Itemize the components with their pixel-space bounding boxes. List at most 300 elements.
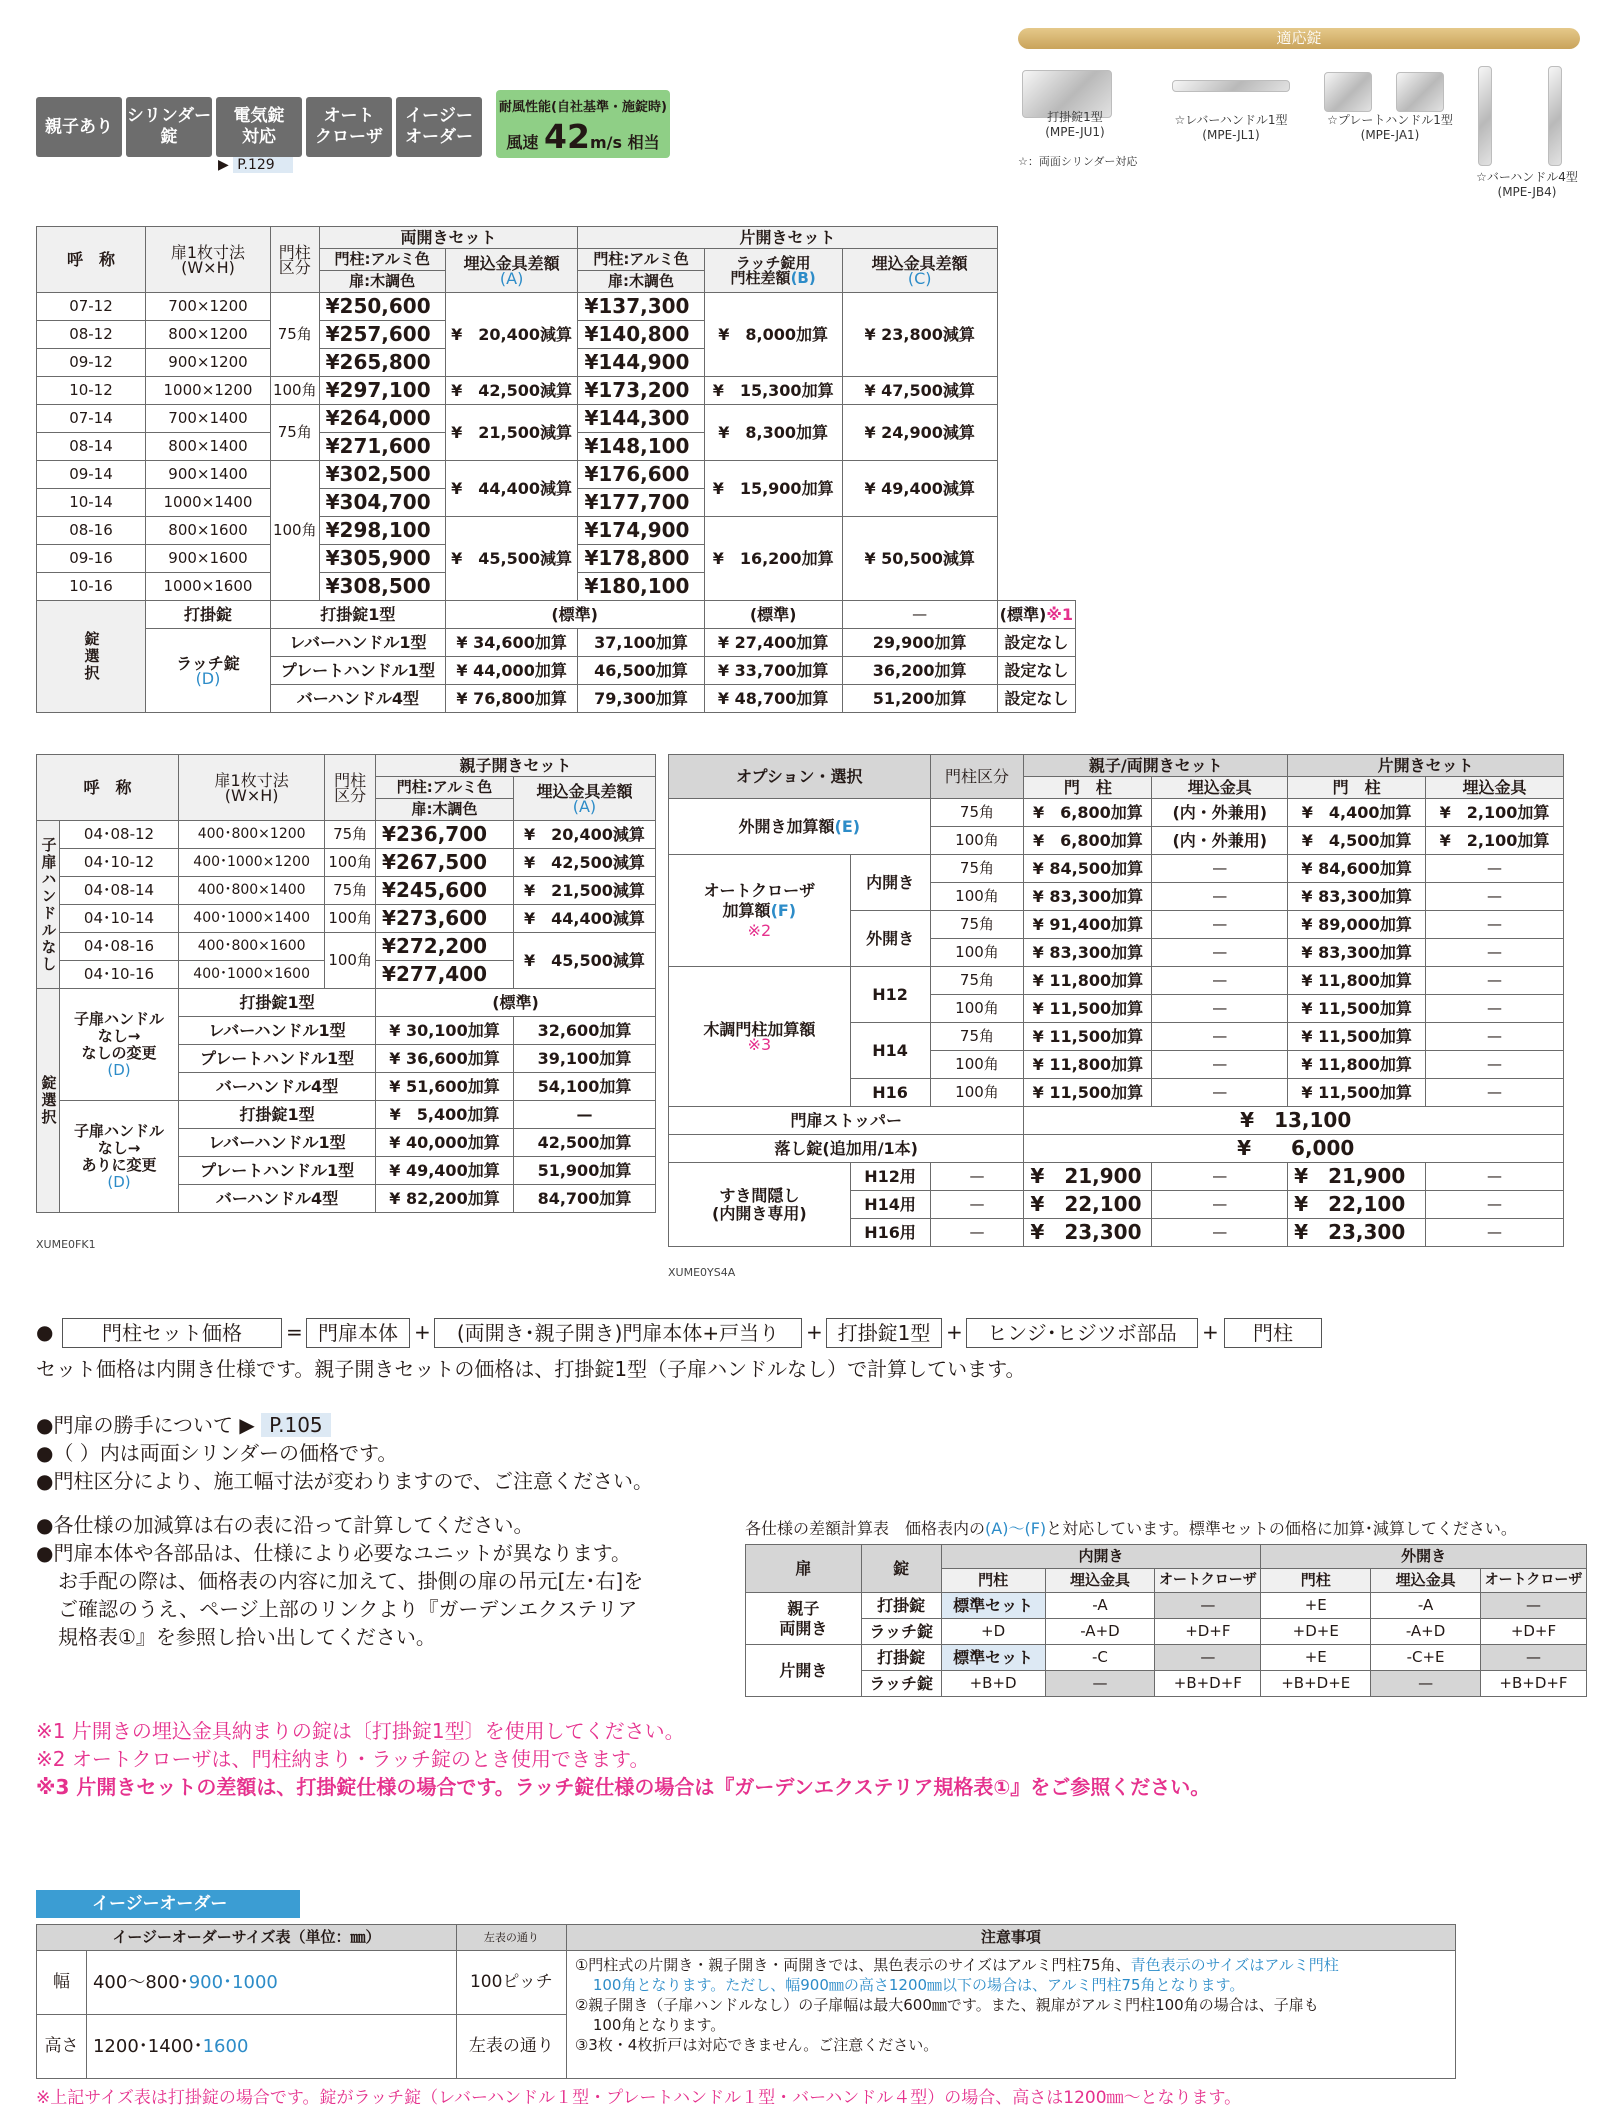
text: ラッチ錠用 門柱差額 bbox=[730, 253, 811, 287]
text: 100角となります。ただし、幅900㎜の高さ1200㎜以下の場合は、アルミ門柱75角となります。 bbox=[592, 1976, 1245, 1994]
table-cell: 75角 bbox=[325, 877, 376, 905]
table-cell: 1000×1200 bbox=[145, 377, 270, 405]
table-cell: — bbox=[1371, 1671, 1481, 1697]
table-cell: 36,200加算 bbox=[842, 657, 997, 685]
table-cell: すき間隠し (内開き専用) bbox=[669, 1163, 851, 1247]
table-cell: 埋込金具 bbox=[1045, 1569, 1155, 1593]
table-cell: ¥ 40,000加算 bbox=[376, 1129, 514, 1157]
tag-cylinder: シリンダー 錠 bbox=[126, 97, 212, 157]
table-cell: ¥271,600 bbox=[319, 433, 445, 461]
header-oyako-set: 親子開きセット bbox=[376, 755, 656, 777]
table-cell: 打掛錠1型 bbox=[270, 601, 445, 629]
table-cell: — bbox=[1152, 1079, 1288, 1107]
table-cell: +D+F bbox=[1155, 1619, 1261, 1645]
option-table-code: XUME0YS4A bbox=[668, 1266, 736, 1279]
table-cell: ¥173,200 bbox=[578, 377, 704, 405]
table-cell: ラッチ錠 bbox=[861, 1671, 941, 1697]
table-cell: 75角 bbox=[930, 799, 1024, 827]
table-cell: ¥ 4,500加算 bbox=[1288, 827, 1426, 855]
text: 子扉ハンドル なし→ なしの変更 bbox=[73, 1009, 164, 1062]
text: 木調門柱加算額 bbox=[703, 1019, 816, 1039]
table-cell: イージーオーダーサイズ表（単位：㎜） bbox=[37, 1925, 457, 1951]
table-cell: ¥267,500 bbox=[376, 849, 514, 877]
text: 外開き加算額 bbox=[738, 817, 835, 836]
table-cell: — bbox=[1426, 1051, 1564, 1079]
table-cell: — bbox=[1426, 939, 1564, 967]
table-cell: ¥277,400 bbox=[376, 961, 514, 989]
table-cell: ¥ 49,400減算 bbox=[842, 461, 997, 517]
table-cell: ¥ 36,600加算 bbox=[376, 1045, 514, 1073]
text: 1200･1400･ bbox=[92, 2036, 203, 2057]
text: と対応しています。標準セットの価格に加算･減算してください。 bbox=[1046, 1519, 1517, 1538]
table-cell: — bbox=[1152, 995, 1288, 1023]
text: オートクローザ 加算額 bbox=[703, 880, 816, 920]
text: 各仕様の差額計算表 価格表内の bbox=[745, 1519, 986, 1538]
table-row bbox=[37, 821, 656, 849]
table-cell: 埋込金具 bbox=[1152, 777, 1288, 799]
table-row bbox=[37, 877, 656, 905]
table-cell bbox=[59, 1101, 178, 1213]
table-cell: 門柱 bbox=[941, 1569, 1045, 1593]
table-cell: H16用 bbox=[850, 1219, 930, 1247]
table-cell: ラッチ錠 bbox=[861, 1619, 941, 1645]
table-cell: 打掛錠1型 bbox=[179, 989, 376, 1017]
tag-easyorder: イージー オーダー bbox=[396, 97, 482, 157]
table-cell: 75角 bbox=[270, 293, 319, 377]
table-cell: 親子/両開きセット bbox=[1024, 755, 1288, 777]
table-cell: ¥308,500 bbox=[319, 573, 445, 601]
table-cell: ¥ 84,500加算 bbox=[1024, 855, 1152, 883]
table-cell: -C bbox=[1045, 1645, 1155, 1671]
table-cell: ¥ 2,100加算 bbox=[1426, 799, 1564, 827]
table-row bbox=[37, 377, 1076, 405]
text: 埋込金具差額 bbox=[871, 253, 968, 273]
note-unit-2: お手配の際は、価格表の内容に加えて、掛側の扉の吊元[左･右]を bbox=[58, 1569, 644, 1593]
text: 風速 bbox=[506, 133, 539, 152]
table-cell: 900×1600 bbox=[145, 545, 270, 573]
note-unit: ●門扉本体や各部品は、仕様により必要なユニットが異なります。 bbox=[36, 1541, 632, 1565]
table-cell: ¥ 6,800加算 bbox=[1024, 799, 1152, 827]
lock-row-uchikake bbox=[37, 601, 1076, 629]
text: (D) bbox=[107, 1060, 131, 1079]
table-cell: -A+D bbox=[1045, 1619, 1155, 1645]
table-cell: ¥177,700 bbox=[578, 489, 704, 517]
table-cell: 左表の通り bbox=[456, 1925, 566, 1951]
table-cell bbox=[59, 989, 178, 1101]
formula-lock: 打掛錠1型 bbox=[826, 1318, 942, 1348]
text: m/s bbox=[589, 133, 622, 152]
table-cell: ¥264,000 bbox=[319, 405, 445, 433]
table-cell: 04･10-16 bbox=[59, 961, 178, 989]
text: 100角となります。 bbox=[592, 2016, 726, 2034]
table-cell: 扉:木調色 bbox=[376, 799, 514, 821]
table-cell: 外開き bbox=[1261, 1545, 1587, 1569]
table-cell: ¥ 11,500加算 bbox=[1024, 1023, 1152, 1051]
table-cell: 100角 bbox=[930, 1051, 1024, 1079]
table-cell: 32,600加算 bbox=[513, 1017, 655, 1045]
table-cell: 落し錠(追加用/1本) bbox=[669, 1135, 1024, 1163]
text: 900･1000 bbox=[188, 1972, 278, 1993]
table-cell: 37,100加算 bbox=[578, 629, 704, 657]
header-pillar: 門柱 区分 bbox=[270, 227, 319, 293]
lock-caption: ☆バーハンドル4型 (MPE-JB4) bbox=[1476, 170, 1578, 199]
footnote-1: ※1 片開きの埋込金具納まりの錠は〔打掛錠1型〕を使用してください。 bbox=[36, 1719, 685, 1743]
table-cell: 400･800×1600 bbox=[179, 933, 325, 961]
table-cell bbox=[513, 777, 655, 821]
table-cell: ¥ 24,900減算 bbox=[842, 405, 997, 461]
table-cell bbox=[86, 1951, 456, 2015]
table-cell: +E bbox=[1261, 1645, 1371, 1671]
table-cell: 400･800×1200 bbox=[179, 821, 325, 849]
text: 埋込金具差額 bbox=[536, 781, 633, 801]
table-cell: 100角 bbox=[325, 905, 376, 933]
table-cell: 100角 bbox=[930, 995, 1024, 1023]
table-cell: 設定なし bbox=[997, 685, 1075, 713]
table-cell: 門柱区分 bbox=[930, 755, 1024, 799]
lock-caption: ☆レバーハンドル1型 (MPE-JL1) bbox=[1174, 113, 1288, 142]
table-cell: H12 bbox=[850, 967, 930, 1023]
table-cell bbox=[669, 967, 851, 1107]
header-door-wood-2: 扉:木調色 bbox=[578, 271, 704, 293]
table-cell: — bbox=[1155, 1593, 1261, 1619]
table-cell: +B+D+F bbox=[1155, 1671, 1261, 1697]
table-cell: 46,500加算 bbox=[578, 657, 704, 685]
table-cell: オートクローザ bbox=[1480, 1569, 1586, 1593]
text: P.105 bbox=[261, 1413, 330, 1437]
table-cell: レバーハンドル1型 bbox=[179, 1129, 376, 1157]
table-cell: — bbox=[1152, 1219, 1288, 1247]
table-cell: ¥ 11,500加算 bbox=[1024, 1079, 1152, 1107]
table-cell: 100角 bbox=[325, 849, 376, 877]
table-cell: 1000×1600 bbox=[145, 573, 270, 601]
table-cell: +E bbox=[1261, 1593, 1371, 1619]
table-cell: — bbox=[1152, 1191, 1288, 1219]
table-cell: +B+D+F bbox=[1480, 1671, 1586, 1697]
table-row bbox=[37, 517, 1076, 545]
table-cell: 29,900加算 bbox=[842, 629, 997, 657]
table-cell: ¥ 22,100 bbox=[1288, 1191, 1426, 1219]
table-cell: +D+E bbox=[1261, 1619, 1371, 1645]
text: ●門扉の勝手について bbox=[36, 1413, 234, 1437]
table-cell: ¥ 44,400減算 bbox=[445, 461, 578, 517]
table-cell: 1000×1400 bbox=[145, 489, 270, 517]
wind-rating-badge bbox=[496, 90, 670, 158]
table-cell: 片開きセット bbox=[1288, 755, 1564, 777]
text: P.129 bbox=[233, 157, 292, 173]
text: ①門柱式の片開き・親子開き・両開きでは、黒色表示のサイズはアルミ門柱75角、 bbox=[574, 1956, 1131, 1974]
table-cell: 08-14 bbox=[37, 433, 146, 461]
table-cell: — bbox=[1426, 883, 1564, 911]
table-cell: ¥ 2,100加算 bbox=[1426, 827, 1564, 855]
table-cell: 100ピッチ bbox=[456, 1951, 566, 2015]
table-cell: 700×1400 bbox=[145, 405, 270, 433]
table-cell: ¥180,100 bbox=[578, 573, 704, 601]
text: ※1 bbox=[1046, 605, 1073, 624]
table-cell: 54,100加算 bbox=[513, 1073, 655, 1101]
table-cell: 錠選択 bbox=[37, 989, 60, 1213]
text: 子扉ハンドル なし→ ありに変更 bbox=[73, 1121, 164, 1174]
table-cell: 51,900加算 bbox=[513, 1157, 655, 1185]
plate-handle-icon bbox=[1324, 72, 1372, 112]
table-cell: ¥176,600 bbox=[578, 461, 704, 489]
table-cell: 標準セット bbox=[941, 1593, 1045, 1619]
table-cell: 100角 bbox=[930, 939, 1024, 967]
table-cell: ¥305,900 bbox=[319, 545, 445, 573]
table-cell: ¥144,300 bbox=[578, 405, 704, 433]
table-cell: 800×1600 bbox=[145, 517, 270, 545]
table-cell: — bbox=[1426, 1023, 1564, 1051]
text: ※2 bbox=[747, 920, 772, 940]
table-cell: ¥ 83,300加算 bbox=[1288, 939, 1426, 967]
easy-order-title: イージーオーダー bbox=[36, 1890, 300, 1918]
table-cell: ¥297,100 bbox=[319, 377, 445, 405]
table-cell: ¥ 83,300加算 bbox=[1024, 939, 1152, 967]
table-cell: 09-12 bbox=[37, 349, 146, 377]
table-cell: 幅 bbox=[37, 1951, 87, 2015]
formula-door-stop: (両開き･親子開き)門扉本体+戸当り bbox=[434, 1318, 802, 1348]
table-cell: +D+F bbox=[1480, 1619, 1586, 1645]
table-cell: 07-14 bbox=[37, 405, 146, 433]
table-cell: 84,700加算 bbox=[513, 1185, 655, 1213]
table-cell: ¥ 11,500加算 bbox=[1288, 995, 1426, 1023]
table-cell: ¥ 83,300加算 bbox=[1024, 883, 1152, 911]
table-cell: -A+D bbox=[1371, 1619, 1481, 1645]
table-cell: — bbox=[1152, 967, 1288, 995]
table-cell: ¥ 11,500加算 bbox=[1024, 995, 1152, 1023]
table-cell: 100角 bbox=[270, 377, 319, 405]
formula-bullet: ● bbox=[36, 1320, 54, 1344]
header-name: 呼 称 bbox=[37, 227, 146, 293]
table-cell: 900×1400 bbox=[145, 461, 270, 489]
table-cell: ¥ 34,600加算 bbox=[445, 629, 578, 657]
table-cell: 900×1200 bbox=[145, 349, 270, 377]
table-cell: ¥144,900 bbox=[578, 349, 704, 377]
table-cell: プレートハンドル1型 bbox=[270, 657, 445, 685]
lock-caption: 打掛錠1型 (MPE-JU1) bbox=[1045, 110, 1105, 139]
table-cell: — bbox=[1426, 855, 1564, 883]
table-cell bbox=[669, 799, 931, 855]
bar-handle-icon bbox=[1478, 66, 1492, 166]
table-cell: ¥ 5,400加算 bbox=[376, 1101, 514, 1129]
text: ラッチ錠 bbox=[176, 653, 240, 673]
table-cell: ¥ 21,500減算 bbox=[445, 405, 578, 461]
lock-row-latch bbox=[37, 629, 1076, 657]
table-cell: バーハンドル4型 bbox=[179, 1073, 376, 1101]
table-cell: 打掛錠1型 bbox=[179, 1101, 376, 1129]
text: (D) bbox=[195, 668, 221, 688]
formula-pillar: 門柱 bbox=[1224, 1318, 1322, 1348]
formula-note: セット価格は内開き仕様です。親子開きセットの価格は、打掛錠1型（子扉ハンドルなし）で計算しています。 bbox=[36, 1357, 1026, 1381]
formula-door: 門扉本体 bbox=[306, 1318, 410, 1348]
table-cell: 親子 両開き bbox=[746, 1593, 862, 1645]
footnote-3: ※3 片開きセットの差額は、打掛錠仕様の場合です。ラッチ錠仕様の場合は『ガーデンエクステリア規格表①』をご参照ください。 bbox=[36, 1775, 1211, 1799]
header-embed-c bbox=[842, 249, 997, 293]
table-cell: 04･08-16 bbox=[59, 933, 178, 961]
table-cell: 04･10-14 bbox=[59, 905, 178, 933]
table-cell: 片開き bbox=[746, 1645, 862, 1697]
table-cell: 07-12 bbox=[37, 293, 146, 321]
table-cell: バーハンドル4型 bbox=[179, 1185, 376, 1213]
table-cell: ¥ 20,400減算 bbox=[513, 821, 655, 849]
table-cell: オプション・選択 bbox=[669, 755, 931, 799]
table-cell: — bbox=[1152, 939, 1288, 967]
table-cell bbox=[566, 1951, 1455, 2079]
table-cell: +B+D bbox=[941, 1671, 1045, 1697]
table-cell: 800×1400 bbox=[145, 433, 270, 461]
table-cell: — bbox=[1480, 1593, 1586, 1619]
table-cell: — bbox=[1155, 1645, 1261, 1671]
text: (F) bbox=[770, 900, 797, 920]
table-cell: ¥ 13,100 bbox=[1024, 1107, 1564, 1135]
table-cell: ¥ 51,600加算 bbox=[376, 1073, 514, 1101]
table-cell: — bbox=[930, 1191, 1024, 1219]
table-cell: 400･1000×1600 bbox=[179, 961, 325, 989]
table-cell: ¥ 44,000加算 bbox=[445, 657, 578, 685]
table-cell: ¥ 27,400加算 bbox=[704, 629, 842, 657]
table-cell: 門柱 bbox=[1261, 1569, 1371, 1593]
table-cell: ¥ 23,300 bbox=[1288, 1219, 1426, 1247]
tag-electric: 電気錠 対応 bbox=[216, 97, 302, 157]
table-cell: (標準) bbox=[704, 601, 842, 629]
table-cell: 08-12 bbox=[37, 321, 146, 349]
table-cell: ¥ 6,000 bbox=[1024, 1135, 1564, 1163]
table-cell: 10-12 bbox=[37, 377, 146, 405]
text: ②親子開き（子扉ハンドルなし）の子扉幅は最大600㎜です。また、親扉がアルミ門柱100角の場合は、子扉も bbox=[574, 1996, 1319, 2014]
table-cell: — bbox=[1152, 1023, 1288, 1051]
table-cell: ¥ 11,800加算 bbox=[1024, 967, 1152, 995]
table-cell: ¥174,900 bbox=[578, 517, 704, 545]
table-cell: ¥ 6,800加算 bbox=[1024, 827, 1152, 855]
table-cell: ¥ 4,400加算 bbox=[1288, 799, 1426, 827]
table-cell: H14 bbox=[850, 1023, 930, 1079]
table-cell: 400･1000×1400 bbox=[179, 905, 325, 933]
table-cell: — bbox=[1152, 883, 1288, 911]
table-code: XUME0FK1 bbox=[36, 1238, 96, 1251]
text: 青色表示のサイズはアルミ門柱 bbox=[1130, 1956, 1339, 1974]
table-cell: ¥ 45,500減算 bbox=[513, 933, 655, 989]
table-cell: 400･800×1400 bbox=[179, 877, 325, 905]
table-cell: -A bbox=[1045, 1593, 1155, 1619]
table-cell: ¥148,100 bbox=[578, 433, 704, 461]
table-cell: — bbox=[1045, 1671, 1155, 1697]
text: (D) bbox=[107, 1172, 131, 1191]
table-cell: ¥ 42,500減算 bbox=[445, 377, 578, 405]
table-cell: ¥137,300 bbox=[578, 293, 704, 321]
table-cell: 呼 称 bbox=[37, 755, 179, 821]
table-cell: レバーハンドル1型 bbox=[270, 629, 445, 657]
table-cell: — bbox=[1426, 1219, 1564, 1247]
table-cell: 注意事項 bbox=[566, 1925, 1455, 1951]
table-cell: 錠 bbox=[861, 1545, 941, 1593]
table-cell: — bbox=[842, 601, 997, 629]
table-cell: ¥257,600 bbox=[319, 321, 445, 349]
table-cell: ¥302,500 bbox=[319, 461, 445, 489]
easy-order-footnote: ※上記サイズ表は打掛錠の場合です。錠がラッチ錠（レバーハンドル１型・プレートハンドル１型・バーハンドル４型）の場合、高さは1200㎜～となります。 bbox=[36, 2088, 1242, 2106]
lock-panel-title: 適応錠 bbox=[1018, 28, 1580, 49]
table-cell: 10-16 bbox=[37, 573, 146, 601]
text: (C) bbox=[907, 268, 932, 288]
table-cell: — bbox=[1152, 855, 1288, 883]
table-cell: — bbox=[1426, 1191, 1564, 1219]
table-cell: ¥273,600 bbox=[376, 905, 514, 933]
text: 400～800･ bbox=[92, 1972, 189, 1993]
table-cell: ¥ 22,100 bbox=[1024, 1191, 1152, 1219]
table-cell: H16 bbox=[850, 1079, 930, 1107]
text: (A) bbox=[572, 796, 597, 816]
table-cell: 門 柱 bbox=[1024, 777, 1152, 799]
calc-title bbox=[745, 1516, 1517, 1539]
table-cell: 800×1200 bbox=[145, 321, 270, 349]
plate-handle-icon-2 bbox=[1396, 72, 1444, 112]
text: ③3枚・4枚折戸は対応できません。ご注意ください。 bbox=[574, 2036, 939, 2054]
table-cell: ¥ 82,200加算 bbox=[376, 1185, 514, 1213]
note-hand[interactable] bbox=[36, 1412, 331, 1438]
table-cell: — bbox=[1426, 911, 1564, 939]
table-row bbox=[37, 293, 1076, 321]
table-cell: ¥ 84,600加算 bbox=[1288, 855, 1426, 883]
table-row bbox=[37, 405, 1076, 433]
table-cell: ¥ 76,800加算 bbox=[445, 685, 578, 713]
text: 埋込金具差額 bbox=[463, 253, 560, 273]
table-cell: ¥ 42,500減算 bbox=[513, 849, 655, 877]
table-cell: 09-16 bbox=[37, 545, 146, 573]
lever-handle-icon bbox=[1172, 80, 1290, 92]
table-cell: 39,100加算 bbox=[513, 1045, 655, 1073]
table-cell: 75角 bbox=[930, 967, 1024, 995]
header-single: 片開きセット bbox=[578, 227, 997, 249]
table-cell: -C+E bbox=[1371, 1645, 1481, 1671]
table-cell: 08-16 bbox=[37, 517, 146, 545]
table-cell: — bbox=[1480, 1645, 1586, 1671]
header-size: 扉1枚寸法 (W×H) bbox=[145, 227, 270, 293]
table-cell: 設定なし bbox=[997, 629, 1075, 657]
table-row bbox=[37, 461, 1076, 489]
table-cell: (標準) bbox=[445, 601, 704, 629]
table-cell: ¥ 91,400加算 bbox=[1024, 911, 1152, 939]
table-cell: — bbox=[1426, 1163, 1564, 1191]
calc-table bbox=[745, 1544, 1587, 1697]
bar-handle-icon-2 bbox=[1548, 66, 1562, 166]
easy-order-table bbox=[36, 1924, 1456, 2079]
text: (E) bbox=[834, 817, 861, 836]
table-cell: ¥140,800 bbox=[578, 321, 704, 349]
table-cell: 100角 bbox=[930, 883, 1024, 911]
table-cell: ¥236,700 bbox=[376, 821, 514, 849]
table-cell: レバーハンドル1型 bbox=[179, 1017, 376, 1045]
side-label-no-handle: 子扉ハンドルなし bbox=[37, 821, 60, 989]
table-cell: ¥ 83,300加算 bbox=[1288, 883, 1426, 911]
tag-oyako: 親子あり bbox=[36, 97, 122, 157]
wind-rating-caption: 耐風性能(自社基準・施錠時) bbox=[499, 100, 667, 115]
table-cell: ¥ 49,400加算 bbox=[376, 1157, 514, 1185]
table-cell: — bbox=[930, 1163, 1024, 1191]
table-cell: H14用 bbox=[850, 1191, 930, 1219]
table-cell: +D bbox=[941, 1619, 1045, 1645]
table-cell bbox=[669, 855, 851, 967]
table-cell: 埋込金具 bbox=[1371, 1569, 1481, 1593]
text: (標準) bbox=[999, 605, 1047, 624]
table-cell: ¥ 11,500加算 bbox=[1288, 1023, 1426, 1051]
table-cell: 打掛錠 bbox=[861, 1593, 941, 1619]
table-cell: オートクローザ bbox=[1155, 1569, 1261, 1593]
tag-page-ref[interactable] bbox=[218, 157, 293, 173]
table-cell: 扉1枚寸法 (W×H) bbox=[179, 755, 325, 821]
table-cell: ¥ 33,700加算 bbox=[704, 657, 842, 685]
table-cell: 400･1000×1200 bbox=[179, 849, 325, 877]
price-table-main bbox=[36, 226, 1076, 713]
table-cell: ¥ 48,700加算 bbox=[704, 685, 842, 713]
table-cell: 門扉ストッパー bbox=[669, 1107, 1024, 1135]
